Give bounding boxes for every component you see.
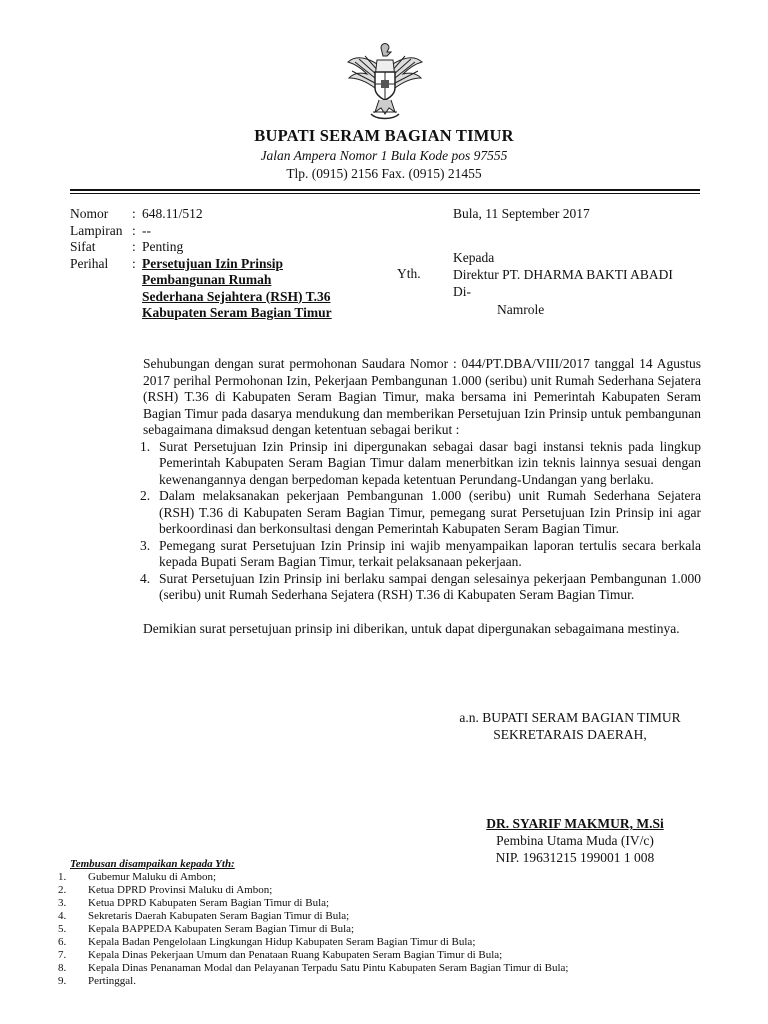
- cc-number: 6.: [58, 936, 67, 948]
- garuda-emblem-icon: [345, 38, 425, 122]
- letterhead-title: BUPATI SERAM BAGIAN TIMUR: [254, 126, 514, 145]
- nomor-row: [70, 206, 372, 223]
- perihal-row: [70, 256, 372, 322]
- cc-item: [58, 910, 569, 923]
- kepada-label: Kepada: [453, 250, 495, 265]
- list-item: [140, 488, 701, 538]
- list-item: [140, 570, 701, 604]
- colon: :: [132, 255, 136, 271]
- lampiran-value: --: [142, 222, 151, 238]
- cc-number: 8.: [58, 962, 67, 974]
- intro-paragraph: Sehubungan dengan surat permohonan Saudara Nomor : 044/PT.DBA/VIII/2017 tanggal 14 Agustus 2017 perihal Permohonan Izin, Pekerjaan Pembangunan 1.000 (seribu) unit Rumah Sederhana Sejatera (RSH) T.36 di Kabupaten Seram Bagian Timur, maka bersama ini Pemerintah Kabupaten Seram Bagian Timur pada dasarya mendukung dan memberikan Persetujuan Izin Prinsip untuk pembangunan sebagaimana dimaksud dengan ketentuan sebagai berikut :: [143, 356, 701, 437]
- nomor-label: Nomor: [70, 206, 109, 221]
- list-text: Dalam melaksanakan pekerjaan Pembangunan 1.000 (seribu) unit Rumah Sederhana Sejatera (RSH) T.36 di Kabupaten Seram Bagian Timur, pemegang surat Persetujuan Izin Prinsip ini agar berkoordinasi dan berkonsultasi dengan Pemerintah Kabupaten Seram Bagian Timur.: [159, 488, 701, 536]
- signer-nip: NIP. 19631215 199001 1 008: [495, 850, 655, 865]
- signature-title: [380, 709, 760, 743]
- cc-text: Pertinggal.: [88, 975, 136, 987]
- list-text: Surat Persetujuan Izin Prinsip ini dipergunakan sebagai dasar bagi instansi teknis pada lingkup Pemerintah Kabupaten Seram Bagian Timur dalam menerbitkan izin teknis lainnya sesuai dengan kewenangannya dengan berpedoman kepada ketentuan Perundang-Undangan yang berlaku.: [159, 438, 701, 487]
- signature-line2: SEKRETARAIS DAERAH,: [493, 727, 647, 742]
- cc-item: [58, 871, 569, 884]
- cc-number: 2.: [58, 884, 67, 896]
- colon: :: [132, 222, 136, 238]
- perihal-line: Persetujuan Izin Prinsip: [142, 255, 284, 271]
- letter-body: [140, 356, 701, 637]
- perihal-value: [142, 256, 372, 322]
- closing-paragraph: Demikian surat persetujuan prinsip ini diberikan, untuk dapat dipergunakan sebagaimana mestinya.: [143, 620, 680, 636]
- list-item: [140, 438, 701, 489]
- perihal-label: Perihal: [70, 255, 109, 271]
- letter-date: Bula, 11 September 2017: [453, 206, 590, 221]
- perihal-line: Sederhana Sejahtera (RSH) T.36: [142, 288, 331, 304]
- cc-text: Ketua DPRD Kabupaten Seram Bagian Timur di Bula;: [88, 897, 330, 909]
- cc-item: [58, 884, 569, 897]
- cc-title: Tembusan disampaikan kepada Yth:: [70, 858, 235, 870]
- cc-text: Kepala Dinas Penanaman Modal dan Pelayanan Terpadu Satu Pintu Kabupaten Seram Bagian Timur di Bula;: [88, 962, 569, 974]
- lampiran-row: [70, 223, 372, 240]
- cc-block: [58, 858, 569, 988]
- lampiran-label: Lampiran: [70, 222, 123, 238]
- list-text: Surat Persetujuan Izin Prinsip ini berlaku sampai dengan selesainya pekerjaan Pembangunan 1.000 (seribu) unit Rumah Sederhana Sejatera (RSH) T.36 di Kabupaten Seram Bagian Timur.: [159, 570, 701, 602]
- letterhead-divider-thin: [70, 193, 700, 194]
- recipient-place: Namrole: [497, 302, 545, 317]
- letterhead-address: Jalan Ampera Nomor 1 Bula Kode pos 97555: [260, 148, 508, 163]
- cc-text: Sekretaris Daerah Kabupaten Seram Bagian Timur di Bula;: [88, 910, 350, 922]
- cc-item: [58, 949, 569, 962]
- cc-number: 3.: [58, 897, 67, 909]
- list-number: 3.: [140, 537, 151, 553]
- cc-number: 1.: [58, 871, 67, 883]
- cc-number: 9.: [58, 975, 67, 987]
- cc-number: 4.: [58, 910, 67, 922]
- cc-item: [58, 936, 569, 949]
- list-number: 2.: [140, 488, 151, 503]
- signer-rank: Pembina Utama Muda (IV/c): [496, 833, 654, 848]
- cc-number: 5.: [58, 923, 67, 935]
- provisions-list: [140, 438, 701, 604]
- cc-text: Kepala Dinas Pekerjaan Umum dan Penataan Ruang Kabupaten Seram Bagian Timur di Bula;: [88, 949, 503, 961]
- sifat-row: [70, 239, 372, 256]
- colon: :: [132, 206, 136, 221]
- cc-item: [58, 962, 569, 975]
- signature-line1: a.n. BUPATI SERAM BAGIAN TIMUR: [459, 710, 681, 725]
- cc-text: Kepala Badan Pengelolaan Lingkungan Hidup Kabupaten Seram Bagian Timur di Bula;: [88, 936, 476, 948]
- signer-name: DR. SYARIF MAKMUR, M.Si: [486, 816, 664, 831]
- recipient-block: [453, 249, 673, 318]
- list-text: Pemegang surat Persetujuan Izin Prinsip ini wajib menyampaikan laporan tertulis secara berkala kepada Bupati Seram Bagian Timur, terkait pelaksanaan pekerjaan.: [159, 537, 701, 569]
- cc-item: [58, 923, 569, 936]
- sifat-value: Penting: [142, 239, 184, 254]
- recipient-di: Di-: [453, 284, 471, 299]
- cc-number: 7.: [58, 949, 67, 961]
- letter-meta: [70, 206, 372, 322]
- cc-item: [58, 975, 569, 988]
- list-item: [140, 537, 701, 571]
- list-number: 4.: [140, 570, 151, 586]
- letterhead-divider-thick: [70, 189, 700, 191]
- cc-item: [58, 897, 569, 910]
- list-number: 1.: [140, 438, 151, 454]
- cc-text: Kepala BAPPEDA Kabupaten Seram Bagian Timur di Bula;: [88, 923, 355, 935]
- sifat-label: Sifat: [70, 239, 96, 254]
- letterhead-contact: Tlp. (0915) 2156 Fax. (0915) 21455: [286, 166, 482, 181]
- perihal-line: Kabupaten Seram Bagian Timur: [142, 305, 332, 320]
- yth-label: Yth.: [397, 266, 421, 281]
- cc-text: Gubemur Maluku di Ambon;: [88, 871, 217, 883]
- colon: :: [132, 239, 136, 254]
- nomor-value: 648.11/512: [142, 206, 203, 221]
- cc-text: Ketua DPRD Provinsi Maluku di Ambon;: [88, 884, 273, 896]
- perihal-line: Pembangunan Rumah: [142, 272, 272, 287]
- recipient-name: Direktur PT. DHARMA BAKTI ABADI: [453, 267, 673, 282]
- cc-list: [58, 871, 569, 988]
